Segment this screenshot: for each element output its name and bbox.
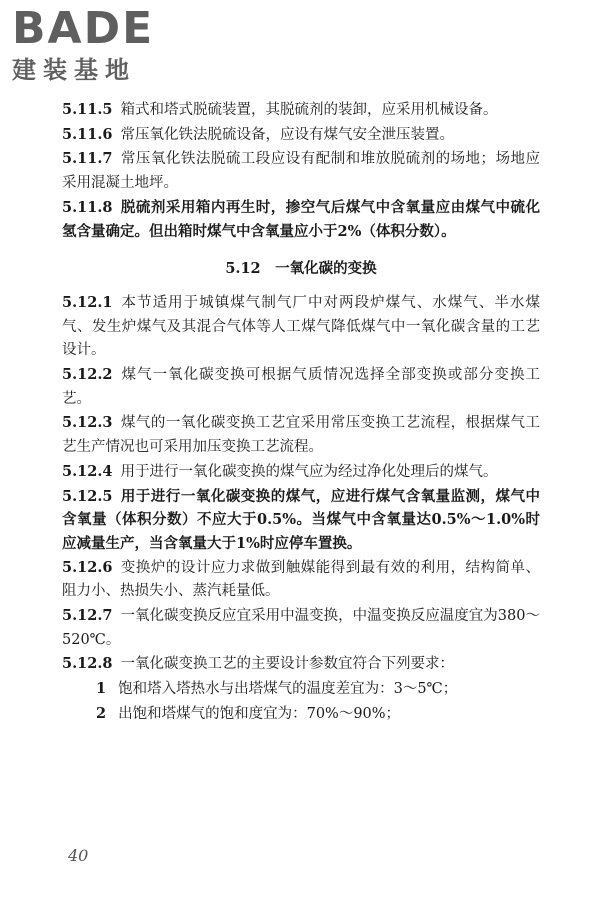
logo-wordmark: BADE [12, 3, 155, 54]
section-heading: 5.12 一氧化碳的变换 [225, 260, 377, 278]
bade-logo [12, 3, 182, 84]
clause-5-12-8: 5.12.8 一氧化碳变换工艺的主要设计参数宜符合下列要求： [62, 655, 454, 673]
clause-5-12-4: 5.12.4 用于进行一氧化碳变换的煤气应为经过净化处理后的煤气。 [62, 462, 498, 480]
clause-5-12-3: 5.12.3 煤气的一氧化碳变换工艺宜采用常压变换工艺流程，根据煤气工艺生产情况也可采用加压变换工艺流程。 [62, 414, 540, 456]
clause-5-11-6: 5.11.6 常压氧化铁法脱硫设备，应设有煤气安全泄压装置。 [62, 125, 454, 143]
clause-5-11-7: 5.11.7 常压氧化铁法脱硫工段应设有配制和堆放脱硫剂的场地；场地应采用混凝土地坪。 [62, 150, 540, 192]
clause-5-12-5: 5.12.5 用于进行一氧化碳变换的煤气，应进行煤气含氧量监测，煤气中含氧量（体积分数）不应大于0.5%。当煤气中含氧量达0.5%～1.0%时应减量生产，当含氧量大于1%时应停车置换。 [62, 487, 540, 552]
document-body [62, 98, 540, 727]
clause-5-12-7: 5.12.7 一氧化碳变换反应宜采用中温变换，中温变换反应温度宜为380～520℃。 [62, 607, 540, 648]
page-number: 40 [68, 846, 89, 865]
clause-5-11-8: 5.11.8 脱硫剂采用箱内再生时，掺空气后煤气中含氧量应由煤气中硫化氢含量确定。但出箱时煤气中含氧量应小于2%（体积分数）。 [62, 198, 540, 240]
clause-5-12-6: 5.12.6 变换炉的设计应力求做到触媒能得到最有效的利用，结构简单、阻力小、热损失小、蒸汽耗量低。 [62, 558, 540, 600]
clause-5-11-5: 5.11.5 箱式和塔式脱硫装置，其脱硫剂的装卸，应采用机械设备。 [62, 101, 498, 118]
list-item: 1 饱和塔入塔热水与出塔煤气的温度差宜为：3～5℃； [96, 680, 458, 698]
clause-5-12-1: 5.12.1 本节适用于城镇煤气制气厂中对两段炉煤气、水煤气、半水煤气、发生炉煤气及其混合气体等人工煤气降低煤气中一氧化碳含量的工艺设计。 [62, 293, 540, 359]
logo-subtitle: 建装基地 [12, 56, 136, 84]
clause-5-12-2: 5.12.2 煤气一氧化碳变换可根据气质情况选择全部变换或部分变换工艺。 [62, 366, 540, 407]
list-item: 2 出饱和塔煤气的饱和度宜为：70%～90%； [96, 704, 401, 722]
